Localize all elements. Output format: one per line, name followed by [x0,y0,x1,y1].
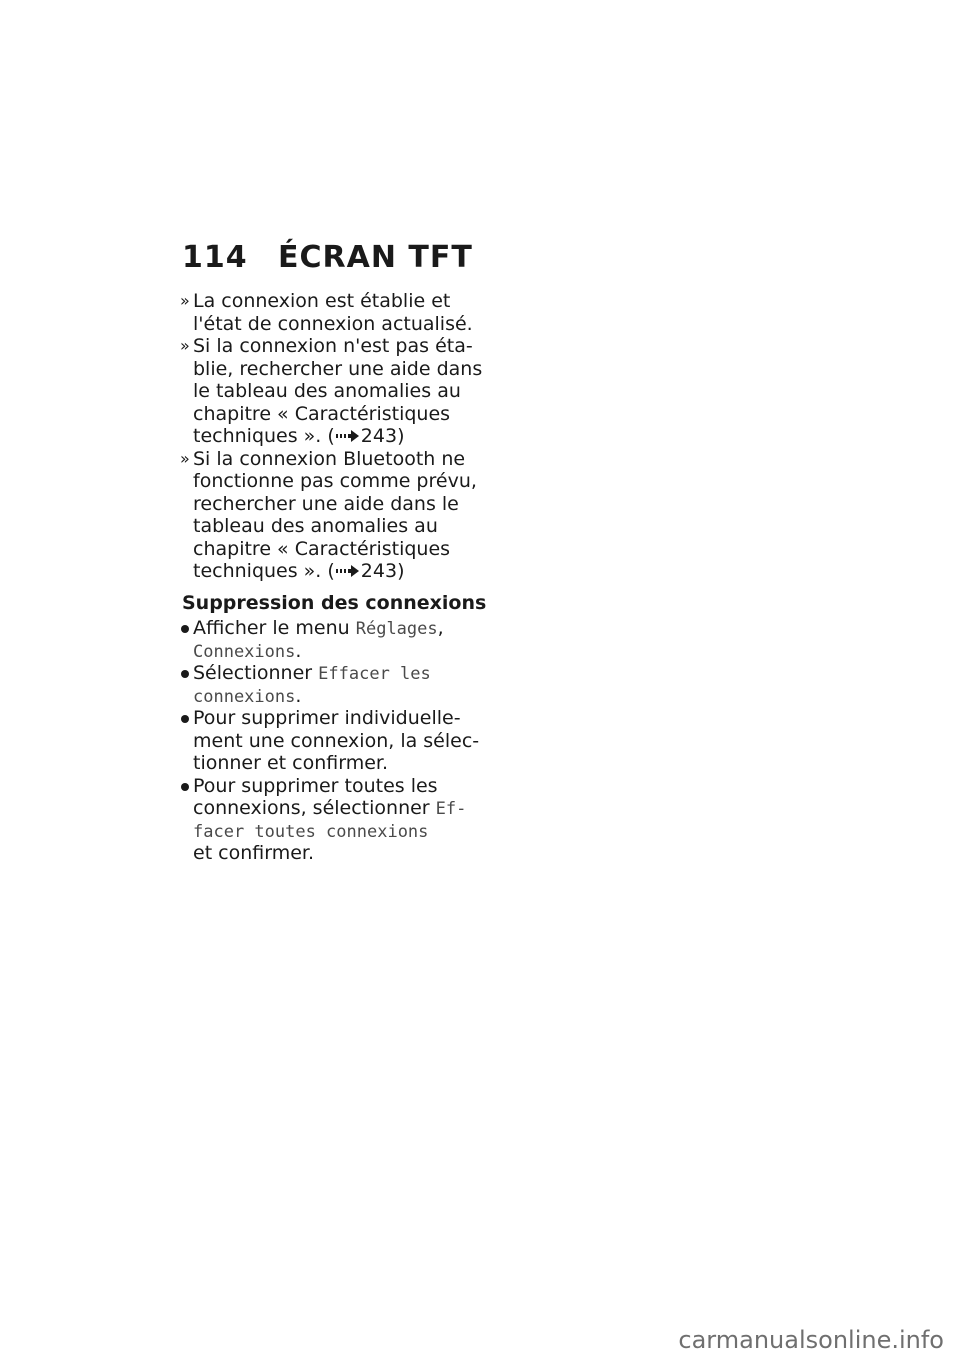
watermark: carmanualsonline.info [678,1326,944,1354]
list-item: Afficher le menu Réglages, Connexions. [180,617,480,662]
section-heading: Suppression des connexions [182,592,487,614]
list-item: Pour supprimer individuelle- ment une connexion, la sélec- tionner et confirmer. [180,707,480,775]
result-item: » La connexion est établie et l'état de connexion actualisé. [180,290,473,335]
results-list [180,290,483,583]
page-reference-arrow-icon [335,564,361,578]
bullet-icon [181,715,189,723]
page-reference-arrow-icon [335,429,361,443]
result-marker-icon: » [180,336,190,355]
result-item: » Si la connexion Bluetooth ne fonctionne pas comme prévu, rechercher une aide dans le tableau des anomalies au chapitre « Caractéristiques techniques ». ( 243) [180,447,477,582]
page-header [182,240,473,275]
result-marker-icon: » [180,291,190,310]
list-item: Pour supprimer toutes les connexions, sélectionner Ef- facer toutes connexions et confirmer. [180,775,480,865]
page-reference[interactable]: 243 [360,560,398,582]
bullet-icon [181,670,189,678]
bullet-icon [181,625,189,633]
section-suppression [180,592,487,865]
result-item: » Si la connexion n'est pas éta- blie, rechercher une aide dans le tableau des anomalies au chapitre « Caractéristiques techniques ». ( 243) [180,335,483,447]
list-item: Sélectionner Effacer les connexions. [180,662,480,707]
page-title: ÉCRAN TFT [278,240,473,275]
bullet-icon [181,783,189,791]
page-reference[interactable]: 243 [360,425,398,447]
page-number: 114 [182,240,248,275]
result-marker-icon: » [180,448,190,468]
